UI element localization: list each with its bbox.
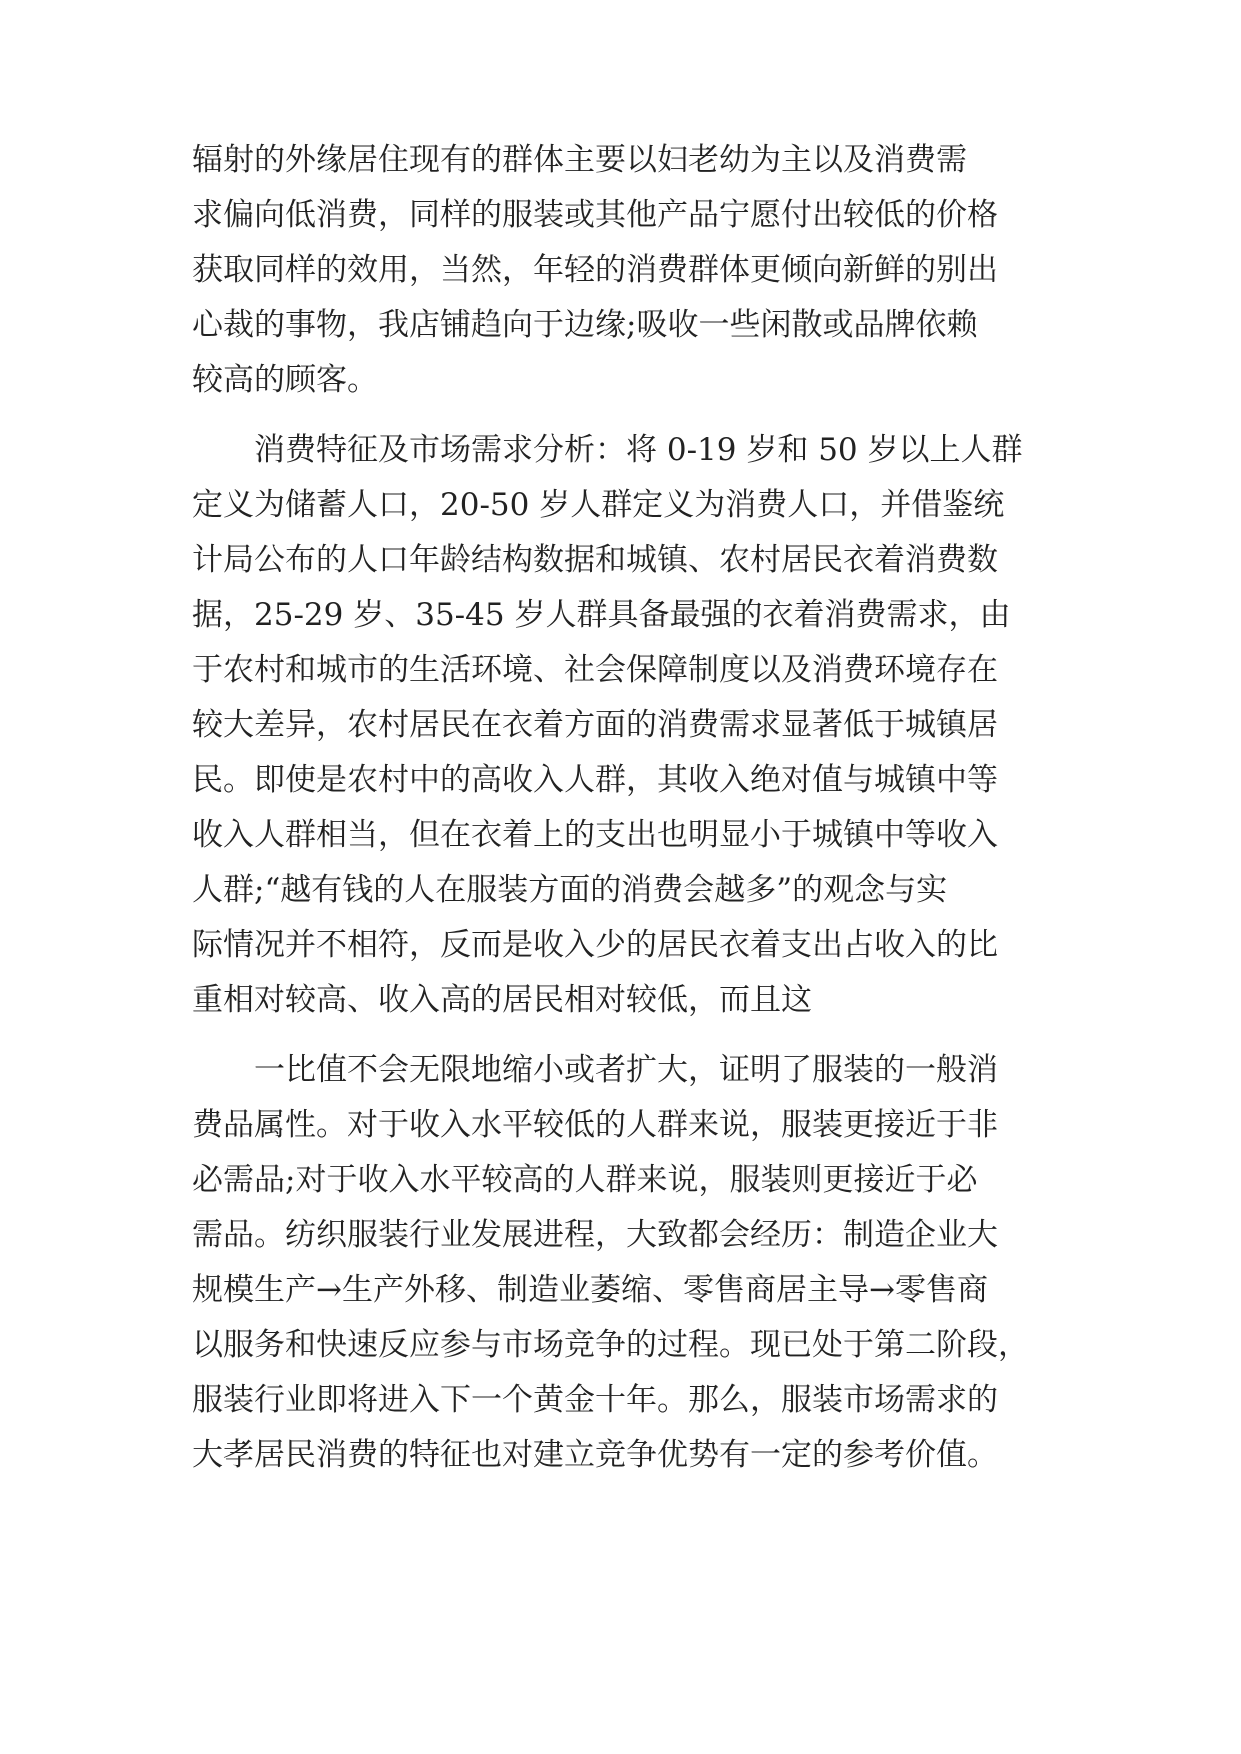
text-line-content: 大孝居民消费的特征也对建立竞争优势有一定的参考价值。 — [192, 1437, 998, 1473]
text-line — [0, 755, 1241, 805]
text-line-content: 民。即使是农村中的高收入人群，其收入绝对值与城镇中等 — [192, 762, 998, 798]
text-line-content: 一比值不会无限地缩小或者扩大，证明了服装的一般消 — [254, 1052, 998, 1088]
text-line-content: 人群;“越有钱的人在服装方面的消费会越多”的观念与实 — [192, 872, 948, 908]
text-line — [0, 700, 1241, 750]
text-line — [0, 1210, 1241, 1260]
text-line-content: 获取同样的效用，当然，年轻的消费群体更倾向新鲜的别出 — [192, 252, 998, 288]
text-line — [0, 1430, 1241, 1480]
text-line — [0, 920, 1241, 970]
text-line — [0, 480, 1241, 530]
text-line-content: 规模生产→生产外移、制造业萎缩、零售商居主导→零售商 — [192, 1272, 988, 1308]
text-line-content: 收入人群相当，但在衣着上的支出也明显小于城镇中等收入 — [192, 817, 998, 853]
text-line-content: 据，25-29 岁、35-45 岁人群具备最强的衣着消费需求，由 — [192, 597, 1011, 633]
text-line — [0, 1320, 1241, 1370]
text-line-content: 际情况并不相符，反而是收入少的居民衣着支出占收入的比 — [192, 927, 998, 963]
text-line — [0, 975, 1241, 1025]
text-line-content: 心裁的事物，我店铺趋向于边缘;吸收一些闲散或品牌依赖 — [192, 307, 978, 343]
text-line — [0, 535, 1241, 585]
text-line — [0, 1265, 1241, 1315]
text-line-content: 费品属性。对于收入水平较低的人群来说，服装更接近于非 — [192, 1107, 998, 1143]
text-line-content: 消费特征及市场需求分析：将 0-19 岁和 50 岁以上人群 — [254, 432, 1023, 468]
text-line-content: 计局公布的人口年龄结构数据和城镇、农村居民衣着消费数 — [192, 542, 998, 578]
text-line-content: 以服务和快速反应参与市场竞争的过程。现已处于第二阶段， — [192, 1327, 1029, 1363]
text-line — [0, 245, 1241, 295]
text-line — [0, 190, 1241, 240]
text-line-content: 定义为储蓄人口，20-50 岁人群定义为消费人口，并借鉴统 — [192, 487, 1005, 523]
text-line — [0, 645, 1241, 695]
paragraph-first-line — [0, 425, 1241, 475]
text-line-content: 需品。纺织服装行业发展进程，大致都会经历：制造企业大 — [192, 1217, 998, 1253]
paragraph-first-line — [0, 1045, 1241, 1095]
text-line-content: 辐射的外缘居住现有的群体主要以妇老幼为主以及消费需 — [192, 142, 967, 178]
text-line-content: 较高的顾客。 — [192, 362, 378, 398]
text-line — [0, 590, 1241, 640]
text-line — [0, 865, 1241, 915]
text-line-content: 必需品;对于收入水平较高的人群来说，服装则更接近于必 — [192, 1162, 978, 1198]
text-line — [0, 135, 1241, 185]
text-line — [0, 355, 1241, 405]
text-line — [0, 300, 1241, 350]
text-line — [0, 1100, 1241, 1150]
text-line-content: 求偏向低消费，同样的服装或其他产品宁愿付出较低的价格 — [192, 197, 998, 233]
text-line — [0, 810, 1241, 860]
text-line-content: 服装行业即将进入下一个黄金十年。那么，服装市场需求的 — [192, 1382, 998, 1418]
text-line-content: 于农村和城市的生活环境、社会保障制度以及消费环境存在 — [192, 652, 998, 688]
text-line — [0, 1155, 1241, 1205]
text-line — [0, 1375, 1241, 1425]
text-line-content: 重相对较高、收入高的居民相对较低，而且这 — [192, 982, 812, 1018]
text-line-content: 较大差异，农村居民在衣着方面的消费需求显著低于城镇居 — [192, 707, 998, 743]
